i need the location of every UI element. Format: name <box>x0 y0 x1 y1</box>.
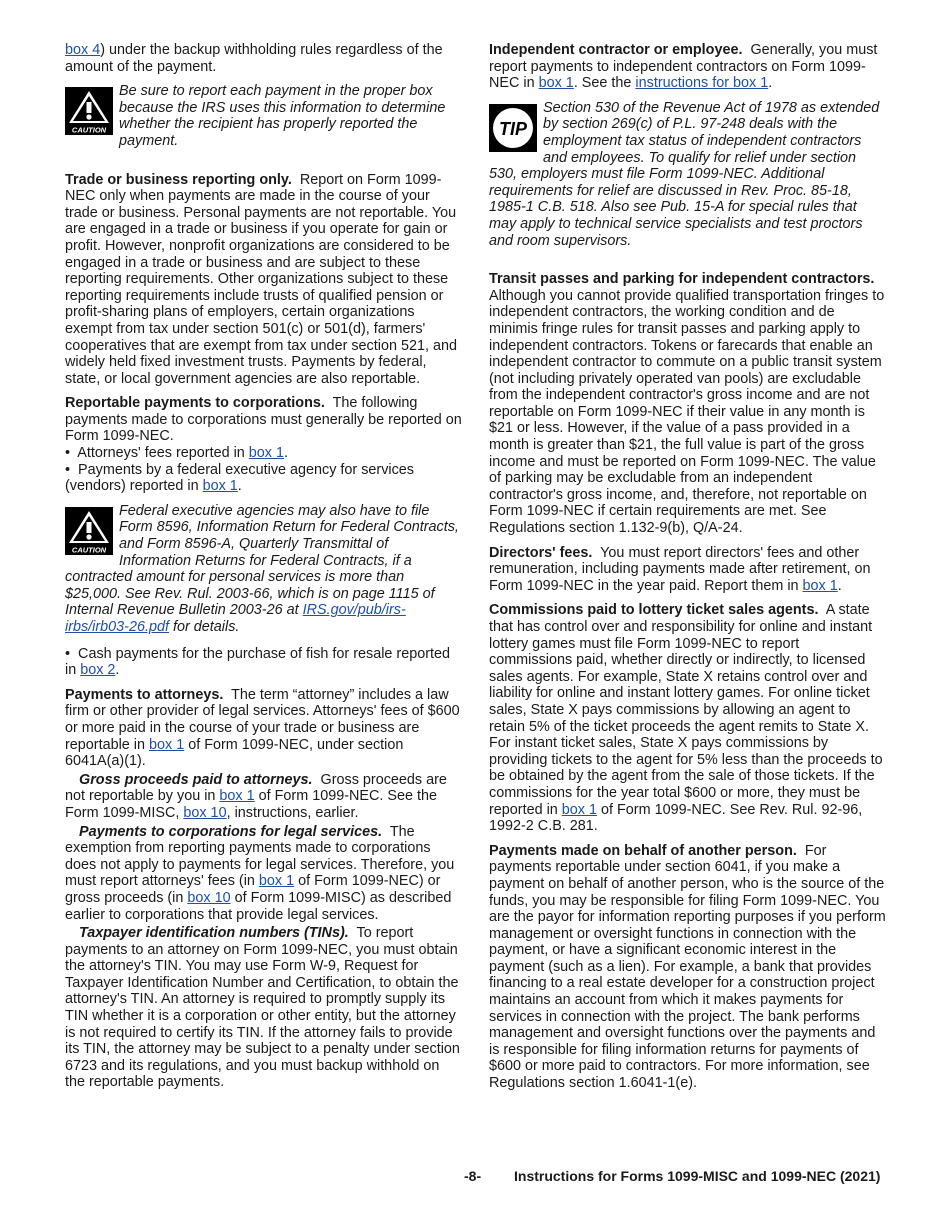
box-1-link[interactable]: box 1 <box>149 736 185 753</box>
gross-text: , instructions, earlier. <box>226 804 359 821</box>
lottery-heading: Commissions paid to lottery ticket sales agents. <box>489 602 819 619</box>
page-footer <box>0 1168 950 1188</box>
caution-text-1: Be sure to report each payment in the proper box because the IRS uses this information to determine whether the recipient has properly reported the payment. <box>119 83 446 149</box>
corp-heading: Reportable payments to corporations. <box>65 395 325 412</box>
indep-text: Generally, you must report payments to independent contractors on Form 1099-NEC in <box>489 42 878 92</box>
legal-text: of Form 1099-NEC) or gross proceeds (in <box>65 873 441 906</box>
behalf-heading: Payments made on behalf of another person. <box>489 842 797 859</box>
tip-label: TIP <box>498 118 528 139</box>
bullet-text: Cash payments for the purchase of fish for resale reported in <box>65 645 450 679</box>
bullet-end: . <box>115 662 120 679</box>
right-column <box>489 42 886 1100</box>
box-2-link[interactable]: box 2 <box>80 662 116 679</box>
bullet-end: . <box>284 445 288 462</box>
intro-text: ) under the backup withholding rules regardless of the amount of the payment. <box>65 42 443 75</box>
legal-text: of Form 1099-MISC) as described earlier to corporations that provide legal services. <box>65 889 452 923</box>
tin-paragraph <box>65 925 462 1091</box>
gross-text: Gross proceeds are not reportable by you in <box>65 771 447 805</box>
left-column <box>65 42 462 1093</box>
caution-note-1 <box>65 83 462 149</box>
transit-paragraph <box>489 271 886 537</box>
document-title: Instructions for Forms 1099-MISC and 1099-NEC (2021) <box>514 1168 881 1184</box>
irb-link[interactable]: IRS.gov/pub/irs-irbs/irb03-26.pdf <box>65 602 406 635</box>
indep-text: . See the <box>573 75 636 92</box>
caution-icon <box>65 507 113 555</box>
caution-label: CAUTION <box>71 545 107 555</box>
gross-heading: Gross proceeds paid to attorneys. <box>79 771 313 788</box>
behalf-text: For payments reportable under section 6041, if you make a payment on behalf of another person, who is the source of the funds, you may be responsible for filing Form 1099-NEC. You are the payor for information reporting purposes if you perform management or oversight functions in connection with the payment, or have a significant economic interest in the payment (such as a lien). For example, a bank that provides financing to a real estate developer for a construction project maintains an account from which it makes payments for services in connection with the project. The bank performs management and oversight functions over the payments and is responsible for filing information returns for payments of $600 or more paid to contractors. For more information, see Regulations section 1.6041-1(e). <box>489 842 886 1092</box>
corp-paragraph <box>65 395 462 445</box>
transit-heading: Transit passes and parking for independent contractors. <box>489 271 875 288</box>
directors-text: You must report directors' fees and other remuneration, including payments made after retirement, on Form 1099-NEC in the year paid. Report them in <box>489 544 871 594</box>
intro-paragraph <box>65 42 462 75</box>
legal-heading: Payments to corporations for legal services. <box>79 823 383 840</box>
legal-text: The exemption from reporting payments made to corporations does not apply to payments for legal services. Therefore, you must report attorneys' fees (in <box>65 823 455 890</box>
directors-heading: Directors' fees. <box>489 544 593 561</box>
tin-text: To report payments to an attorney on Form 1099-NEC, you must obtain the attorney's TIN. You may use Form W-9, Request for Taxpayer Identification Number and Certification, to obtain the attorney's TIN. An attorney is required to promptly supply its TIN whether it is a corporation or other entity, but the attorney is not required to certify its TIN. If the attorney fails to provide its TIN, the attorney may be subject to a penalty under section 6723 and its regulations, and you must backup withhold on the reportable payments. <box>65 925 460 1091</box>
indep-end: . <box>768 75 773 92</box>
caution-icon <box>65 87 113 135</box>
box-1-link[interactable]: box 1 <box>802 577 838 594</box>
indep-paragraph <box>489 42 886 92</box>
box-1-link[interactable]: box 1 <box>561 801 598 818</box>
tip-note <box>489 100 886 249</box>
caution-label: CAUTION <box>71 125 107 135</box>
attorneys-paragraph <box>65 687 462 770</box>
indep-heading: Independent contractor or employee. <box>489 42 743 58</box>
box-4-link[interactable]: box 4 <box>65 42 101 58</box>
trade-text: Report on Form 1099-NEC only when payments are made in the course of your trade or business. Personal payments are not reportable. You are engaged in a trade or business if you operate for gain or profit. However, nonprofit organizations are considered to be engaged in a trade or business and are subject to these reporting requirements. Other organizations subject to these reporting requirements include trusts of qualified pension or profit-sharing plans of employers, certain organizations exempt from tax under section 501(c) or 501(d), farmers' cooperatives that are exempt from tax under section 521, and widely held fixed investment trusts. Payments by federal, state, or local government agencies are also reportable. <box>65 171 457 387</box>
caution-text-2: Federal executive agencies may also have to file Form 8596, Information Return for Federal Contracts, and Form 8596-A, Quarterly Transmittal of Information Returns for Federal Contracts, if a contracted amount for personal services is more than $25,000. See Rev. Rul. 2003-66, which is on page 1115 of Internal Revenue Bulletin 2003-26 at <box>65 502 459 619</box>
gross-paragraph <box>65 772 462 822</box>
attorneys-text: The term “attorney” includes a law firm or other provider of legal services. Attorneys' fees of $600 or more paid in the course of your trade or business are reportable in <box>65 686 460 753</box>
bullet-attorneys-fees: • Attorneys' fees reported in box 1. <box>65 445 288 462</box>
caution-end: for details. <box>169 619 240 635</box>
legal-paragraph <box>65 824 462 924</box>
caution-note-2 <box>65 503 462 636</box>
tip-icon <box>489 104 537 152</box>
box-1-link[interactable]: box 1 <box>538 75 574 92</box>
attorneys-heading: Payments to attorneys. <box>65 686 224 703</box>
lottery-text: of Form 1099-NEC. See Rev. Rul. 92-96, 1992-2 C.B. 281. <box>489 801 863 835</box>
directors-paragraph <box>489 545 886 595</box>
bullet-end: . <box>237 478 242 495</box>
instructions-box-1-link[interactable]: instructions for box 1 <box>635 75 769 92</box>
box-1-link[interactable]: box 1 <box>202 478 238 495</box>
bullet-text: Payments by a federal executive agency for services (vendors) reported in <box>65 461 414 495</box>
box-1-link[interactable]: box 1 <box>219 788 255 805</box>
bullet-fish: • Cash payments for the purchase of fish for resale reported in box 2. <box>65 645 450 679</box>
corp-text: The following payments made to corporations must generally be reported on Form 1099-NEC. <box>65 395 462 445</box>
lottery-paragraph <box>489 602 886 834</box>
bullet-federal-agency: • Payments by a federal executive agency for services (vendors) reported in box 1. <box>65 461 414 495</box>
box-10-link[interactable]: box 10 <box>183 804 227 821</box>
page-number: -8- <box>464 1168 482 1184</box>
box-1-link[interactable]: box 1 <box>248 445 284 462</box>
bullet-text: Attorneys' fees reported in <box>77 445 249 462</box>
tin-heading: Taxpayer identification numbers (TINs). <box>79 925 349 942</box>
tip-text: Section 530 of the Revenue Act of 1978 as extended by section 269(c) of P.L. 97-248 deals with the employment tax status of independent contractors and employees. To qualify for relief under section 530, employers must file Form 1099-NEC. Additional requirements for relief are discussed in Rev. Proc. 85-18, 1985-1 C.B. 518. Also see Pub. 15-A for special rules that may apply to technical service specialists and test proctors and room supervisors. <box>489 99 880 249</box>
trade-paragraph <box>65 172 462 388</box>
gross-text: of Form 1099-NEC. See the Form 1099-MISC, <box>65 788 437 821</box>
behalf-paragraph <box>489 843 886 1092</box>
attorneys-end: of Form 1099-NEC, under section 6041A(a)(1). <box>65 736 404 770</box>
lottery-text: A state that has control over and responsibility for online and instant lottery games must file Form 1099-NEC to report commissions paid, whether directly or indirectly, to licensed sales agents. For example, State X retains control over and liability for online and instant lottery games. For online ticket sales, State X pays commissions by allowing an agent to retain 5% of the ticket proceeds the agent remits to State X. For instant ticket sales, State X pays commissions by providing tickets to the agent for 5% less than the proceeds to be obtained by the agent from the sale of those tickets. If the commissions for the year total $600 or more, they must be reported in <box>489 602 883 818</box>
box-1-link[interactable]: box 1 <box>258 873 295 890</box>
trade-heading: Trade or business reporting only. <box>65 171 292 188</box>
directors-end: . <box>837 577 842 594</box>
transit-text: Although you cannot provide qualified transportation fringes to independent contractors, the working condition and de minimis fringe rules for transit passes and parking apply to independent contractors. Tokens or farecards that enable an independent contractor to commute on a public transit system (not including privately operated van pools) are excludable from the independent contractor's gross income and are not reportable on Form 1099-NEC if their value in any month is $21 or less. However, if the value of a pass provided in a month is greater than $21, the full value is part of the gross income and must be reported on Form 1099-NEC. The value of parking may be excludable from an independent contractor's gross income, and, therefore, not reportable on Form 1099-NEC if certain requirements are met. See Regulations section 1.132-9(b), Q/A-24. <box>489 287 885 537</box>
box-10-link[interactable]: box 10 <box>187 889 231 906</box>
